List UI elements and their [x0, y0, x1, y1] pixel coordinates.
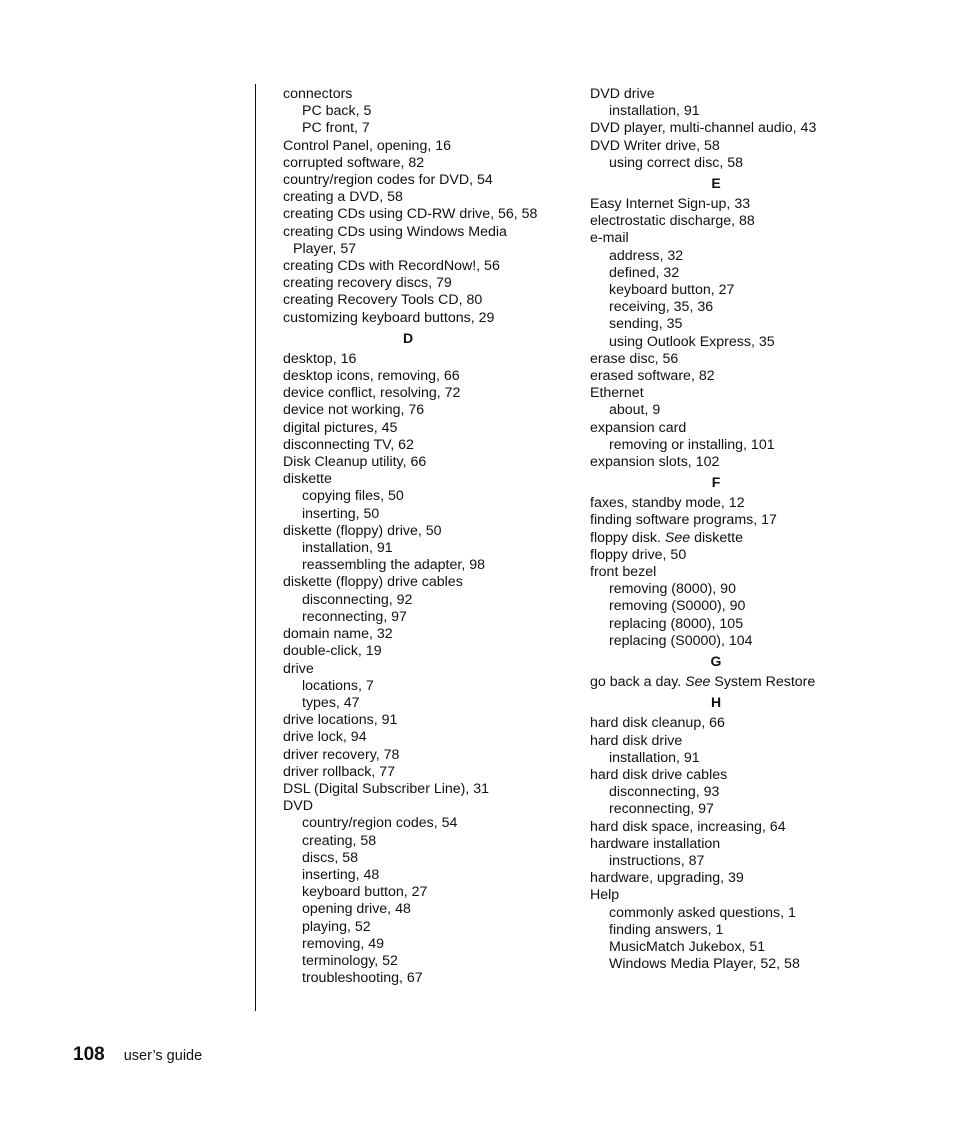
index-entry: erased software, 82	[590, 368, 715, 385]
index-subentry: reassembling the adapter, 98	[302, 557, 485, 574]
index-entry: diskette	[283, 471, 332, 488]
index-entry: diskette (floppy) drive cables	[283, 574, 463, 591]
index-entry: domain name, 32	[283, 626, 393, 643]
index-entry: DVD player, multi-channel audio, 43	[590, 120, 817, 137]
index-subentry: disconnecting, 92	[302, 591, 413, 608]
page-footer	[73, 1044, 202, 1066]
index-subentry: Windows Media Player, 52, 58	[609, 956, 800, 973]
index-subentry: keyboard button, 27	[609, 282, 735, 299]
section-letter: E	[711, 175, 721, 192]
section-letter: G	[710, 653, 722, 670]
index-entry: faxes, standby mode, 12	[590, 495, 745, 512]
index-subentry: troubleshooting, 67	[302, 970, 423, 987]
section-letter: D	[402, 329, 414, 346]
index-subentry: terminology, 52	[302, 952, 398, 969]
index-entry: expansion slots, 102	[590, 454, 720, 471]
index-subentry: replacing (S0000), 104	[609, 632, 753, 649]
index-entry: creating a DVD, 58	[283, 189, 403, 206]
index-entry: double-click, 19	[283, 643, 382, 660]
index-subentry: address, 32	[609, 247, 684, 264]
index-subentry: playing, 52	[302, 918, 371, 935]
index-entry: creating Recovery Tools CD, 80	[283, 292, 483, 309]
index-entry: creating CDs using CD-RW drive, 56, 58	[283, 206, 538, 223]
index-entry: Ethernet	[590, 385, 644, 402]
index-subentry: replacing (8000), 105	[609, 615, 744, 632]
index-entry: hard disk cleanup, 66	[590, 715, 725, 732]
index-entry: Disk Cleanup utility, 66	[283, 454, 427, 471]
index-entry: expansion card	[590, 419, 687, 436]
index-subentry: removing, 49	[302, 935, 385, 952]
index-subentry: reconnecting, 97	[302, 608, 407, 625]
index-entry: finding software programs, 17	[590, 512, 777, 529]
index-entry: country/region codes for DVD, 54	[283, 172, 493, 189]
index-subentry: discs, 58	[302, 849, 358, 866]
guide-label: user’s guide	[123, 1048, 203, 1064]
index-subentry: using correct disc, 58	[609, 154, 744, 171]
index-entry: hard disk space, increasing, 64	[590, 818, 786, 835]
index-subentry: removing (8000), 90	[609, 581, 736, 598]
index-entry: hardware, upgrading, 39	[590, 870, 744, 887]
index-entry: desktop, 16	[283, 350, 357, 367]
index-entry: driver recovery, 78	[283, 746, 400, 763]
index-entry: device not working, 76	[283, 402, 425, 419]
index-entry: floppy disk. See diskette	[590, 529, 744, 546]
index-subentry: inserting, 50	[302, 505, 380, 522]
index-entry: creating CDs using Windows Media	[283, 223, 507, 240]
index-subentry: instructions, 87	[609, 852, 705, 869]
index-subentry: using Outlook Express, 35	[609, 333, 775, 350]
index-entry: electrostatic discharge, 88	[590, 213, 755, 230]
index-subentry: finding answers, 1	[609, 921, 724, 938]
index-entry: desktop icons, removing, 66	[283, 368, 460, 385]
index-entry: DVD drive	[590, 86, 655, 102]
index-subentry: country/region codes, 54	[302, 815, 458, 832]
index-entry: creating recovery discs, 79	[283, 275, 452, 292]
index-subentry: sending, 35	[609, 316, 683, 333]
index-entry: disconnecting TV, 62	[283, 436, 414, 453]
index-subentry: reconnecting, 97	[609, 801, 714, 818]
index-subentry: about, 9	[609, 402, 661, 419]
index-subentry: PC front, 7	[302, 120, 370, 137]
page-number: 108	[73, 1044, 105, 1065]
index-column-right	[590, 86, 880, 973]
index-subentry: commonly asked questions, 1	[609, 904, 796, 921]
index-entry: device conflict, resolving, 72	[283, 385, 461, 402]
index-entry: Easy Internet Sign-up, 33	[590, 196, 751, 213]
index-entry: hard disk drive cables	[590, 766, 728, 783]
index-entry: e-mail	[590, 230, 629, 247]
index-subentry: inserting, 48	[302, 866, 380, 883]
index-entry: erase disc, 56	[590, 350, 679, 367]
index-entry: drive lock, 94	[283, 729, 367, 746]
section-letter: H	[710, 694, 722, 711]
index-entry: corrupted software, 82	[283, 154, 425, 171]
index-subentry: creating, 58	[302, 832, 377, 849]
index-entry: digital pictures, 45	[283, 419, 398, 436]
index-entry: go back a day. See System Restore	[590, 674, 816, 691]
see-reference: See	[685, 674, 711, 691]
index-entry: hard disk drive	[590, 732, 683, 749]
index-subentry: opening drive, 48	[302, 901, 411, 918]
see-reference: See	[664, 529, 691, 546]
index-subentry: copying files, 50	[302, 488, 404, 505]
index-entry: creating CDs with RecordNow!, 56	[283, 258, 500, 275]
index-entry: front bezel	[590, 564, 657, 581]
index-subentry: receiving, 35, 36	[609, 299, 714, 316]
index-entry: DVD Writer drive, 58	[590, 137, 720, 154]
index-subentry: installation, 91	[302, 540, 393, 557]
index-entry-continuation: Player, 57	[293, 240, 357, 257]
index-subentry: defined, 32	[609, 264, 680, 281]
index-entry: hardware installation	[590, 835, 721, 852]
index-entry: drive locations, 91	[283, 712, 398, 729]
index-subentry: MusicMatch Jukebox, 51	[609, 938, 766, 955]
index-entry: DSL (Digital Subscriber Line), 31	[283, 780, 490, 797]
index-column-left	[283, 86, 578, 987]
index-entry: customizing keyboard buttons, 29	[283, 309, 495, 326]
index-entry: drive	[283, 660, 314, 677]
index-subentry: PC back, 5	[302, 103, 372, 120]
index-entry: connectors	[283, 86, 353, 102]
index-entry: driver rollback, 77	[283, 763, 395, 780]
index-entry: Control Panel, opening, 16	[283, 137, 452, 154]
index-subentry: installation, 91	[609, 749, 700, 766]
index-subentry: types, 47	[302, 694, 360, 711]
index-subentry: removing or installing, 101	[609, 436, 775, 453]
column-divider-rule	[255, 84, 256, 1011]
index-entry: diskette (floppy) drive, 50	[283, 522, 442, 539]
index-subentry: removing (S0000), 90	[609, 598, 746, 615]
index-subentry: keyboard button, 27	[302, 884, 428, 901]
index-entry: floppy drive, 50	[590, 546, 687, 563]
index-subentry: installation, 91	[609, 103, 700, 120]
section-letter: F	[711, 474, 721, 491]
index-entry: DVD	[283, 798, 313, 815]
index-subentry: locations, 7	[302, 677, 374, 694]
index-subentry: disconnecting, 93	[609, 784, 720, 801]
index-entry: Help	[590, 887, 620, 904]
